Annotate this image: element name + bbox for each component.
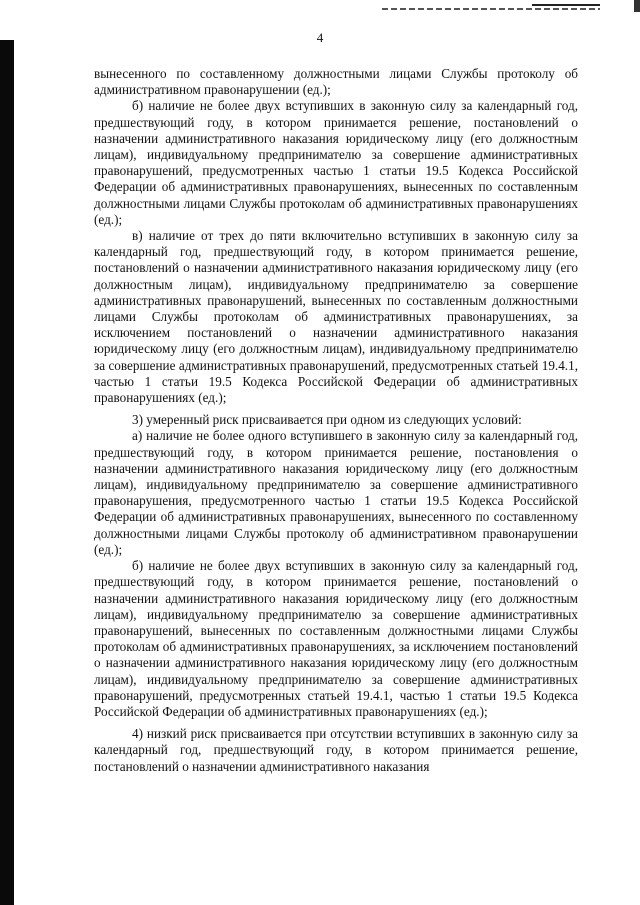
scan-edge-shadow <box>0 40 14 905</box>
scan-corner-mark <box>634 0 640 12</box>
scan-top-mark <box>382 8 600 10</box>
paragraph-2c: в) наличие от трех до пяти включительно вступивших в законную силу за календарный год, предшествующий году, в котором принимается решение, постановлений о назначении административного наказания юридическому лицу (его должностным лицам), индивидуальному предпринимателю за совершение административных правонарушений, вынесенных по составленным должностными лицами Службы протоколам об административных правонарушениях, за исключением постановлений о назначении административного наказания юридическому лицу (его должностным лицам), индивидуальному предпринимателю за совершение административных правонарушений, предусмотренных статьей 19.4.1, частью 1 статьи 19.5 Кодекса Российской Федерации об административных правонарушениях (ед.); <box>94 228 578 406</box>
page-number: 4 <box>316 30 324 45</box>
paragraph-3b: б) наличие не более двух вступивших в законную силу за календарный год, предшествующий году, в котором принимается решение, постановлений о назначении административного наказания юридическому лицу (его должностным лицам), индивидуальному предпринимателю за совершение административных правонарушений, вынесенных по составленным должностными лицами Службы протоколам об административных правонарушениях, за исключением постановлений о назначении административного наказания юридическому лицу (его должностным лицам), индивидуальному предпринимателю за совершение административных правонарушений, предусмотренных статьей 19.4.1, частью 1 статьи 19.5 Кодекса Российской Федерации об административных правонарушениях (ед.); <box>94 558 578 719</box>
paragraph-continuation: вынесенного по составленному должностными лицами Службы протоколу об административном правонарушении (ед.); <box>94 66 578 98</box>
paragraph-3a: а) наличие не более одного вступившего в законную силу за календарный год, предшествующий году, в котором принимается решение, постановления о назначении административного наказания юридическому лицу (его должностным лицам), индивидуальному предпринимателю за совершение административного правонарушения, предусмотренного частью 1 статьи 19.5 Кодекса Российской Федерации об административных правонарушениях, вынесенного по составленному должностными лицами Службы протоколу об административном правонарушении (ед.); <box>94 428 578 557</box>
paragraph-2b: б) наличие не более двух вступивших в законную силу за календарный год, предшествующий году, в котором принимается решение, постановлений о назначении административного наказания юридическому лицу (его должностным лицам), индивидуальному предпринимателю за совершение административных правонарушений, предусмотренных частью 1 статьи 19.5 Кодекса Российской Федерации об административных правонарушениях, вынесенных по составленным должностными лицами Службы протоколам об административных правонарушениях (ед.); <box>94 98 578 227</box>
paragraph-3-heading: 3) умеренный риск присваивается при одном из следующих условий: <box>132 412 522 428</box>
paragraph-4-heading: 4) низкий риск присваивается при отсутствии вступивших в законную силу за календарный год, предшествующий году, в котором принимается решение, постановлений о назначении административного наказания <box>94 726 578 774</box>
document-body <box>94 66 578 775</box>
